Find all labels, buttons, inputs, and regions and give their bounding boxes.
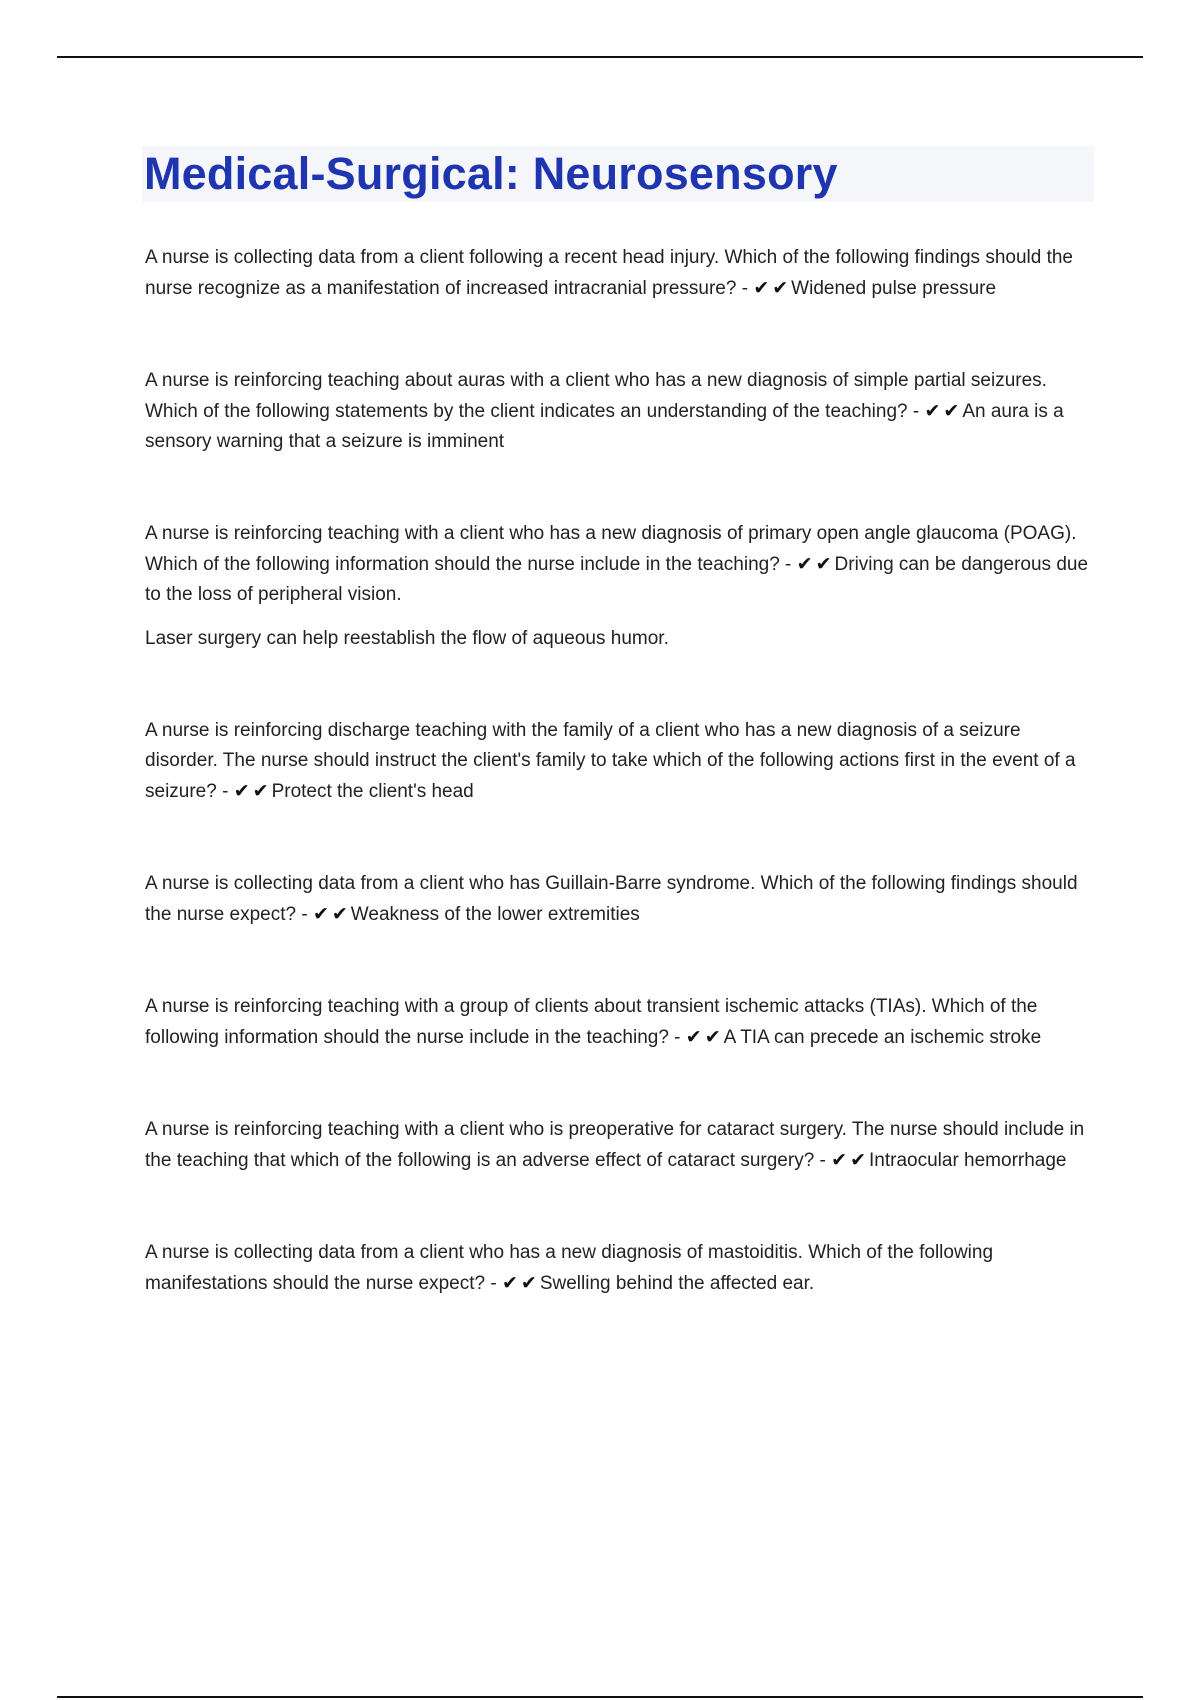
qa-item-6	[145, 992, 1091, 1053]
separator: -	[736, 278, 754, 299]
qa-item-2	[145, 366, 1091, 457]
check-icon: ✔	[502, 1272, 518, 1294]
qa-item-7	[145, 1115, 1091, 1176]
qa-item-5	[145, 869, 1091, 930]
answer-text: Weakness of the lower extremities	[350, 904, 640, 925]
page-title: Medical-Surgical: Neurosensory	[144, 148, 838, 199]
check-icon: ✔	[252, 780, 269, 802]
separator: -	[296, 904, 313, 925]
separator: -	[216, 781, 234, 802]
check-icon: ✔	[831, 1149, 848, 1171]
answer-text: Protect the client's head	[271, 781, 474, 802]
separator: -	[668, 1027, 686, 1048]
check-icon: ✔	[520, 1272, 537, 1294]
check-icon: ✔	[772, 277, 789, 299]
answer-text: Swelling behind the affected ear.	[539, 1273, 815, 1294]
answer-extra-text: Laser surgery can help reestablish the flow of aqueous humor.	[145, 628, 669, 649]
qa-list	[145, 243, 1091, 1299]
qa-item-4	[145, 716, 1091, 807]
question-text: A nurse is reinforcing discharge teaching with the family of a client who has a new diagnosis of a seizure disorder. The nurse should instruct the client's family to take which of the following actions first in the event of a seizure?	[145, 720, 1076, 802]
qa-item-3	[145, 519, 1091, 654]
separator: -	[814, 1150, 832, 1171]
answer-text: Intraocular hemorrhage	[869, 1150, 1067, 1171]
separator: -	[907, 401, 925, 422]
page-content	[145, 146, 1091, 1299]
title-band	[142, 146, 1094, 202]
question-text: A nurse is collecting data from a client following a recent head injury. Which of the following findings should the nurse recognize as a manifestation of increased intracranial pressure?	[145, 247, 1073, 299]
bottom-rule	[57, 1696, 1143, 1698]
check-icon: ✔	[704, 1026, 721, 1048]
question-text: A nurse is collecting data from a client who has Guillain-Barre syndrome. Which of the following findings should the nurse expect?	[145, 873, 1078, 925]
qa-item-1	[145, 243, 1091, 304]
answer-text: Driving can be dangerous due to the loss of peripheral vision.	[145, 554, 1089, 605]
check-icon: ✔	[796, 553, 813, 575]
check-icon: ✔	[753, 277, 770, 299]
check-icon: ✔	[815, 553, 832, 575]
separator: -	[485, 1273, 502, 1294]
check-icon: ✔	[312, 903, 329, 925]
question-text: A nurse is reinforcing teaching about auras with a client who has a new diagnosis of simple partial seizures. Which of the following statements by the client indicates an understanding of the teaching?	[145, 370, 1047, 422]
check-icon: ✔	[685, 1026, 702, 1048]
check-icon: ✔	[943, 400, 960, 422]
top-rule	[57, 56, 1143, 58]
question-text: A nurse is reinforcing teaching with a client who has a new diagnosis of primary open angle glaucoma (POAG). Which of the following information should the nurse include in the teaching?	[145, 523, 1077, 575]
answer-text: An aura is a sensory warning that a seizure is imminent	[145, 401, 1064, 452]
check-icon: ✔	[331, 903, 348, 925]
answer-text: A TIA can precede an ischemic stroke	[723, 1027, 1042, 1048]
answer-text: Widened pulse pressure	[791, 278, 997, 299]
question-text: A nurse is collecting data from a client who has a new diagnosis of mastoiditis. Which of the following manifestations should the nurse expect?	[145, 1242, 994, 1294]
separator: -	[779, 554, 797, 575]
check-icon: ✔	[850, 1149, 866, 1171]
check-icon: ✔	[233, 780, 250, 802]
question-text: A nurse is reinforcing teaching with a group of clients about transient ischemic attacks (TIAs). Which of the following information should the nurse include in the teaching?	[145, 996, 1038, 1048]
qa-item-8	[145, 1238, 1091, 1299]
question-text: A nurse is reinforcing teaching with a client who is preoperative for cataract surgery. The nurse should include in the teaching that which of the following is an adverse effect of cataract surgery?	[145, 1119, 1085, 1171]
check-icon: ✔	[924, 400, 941, 422]
